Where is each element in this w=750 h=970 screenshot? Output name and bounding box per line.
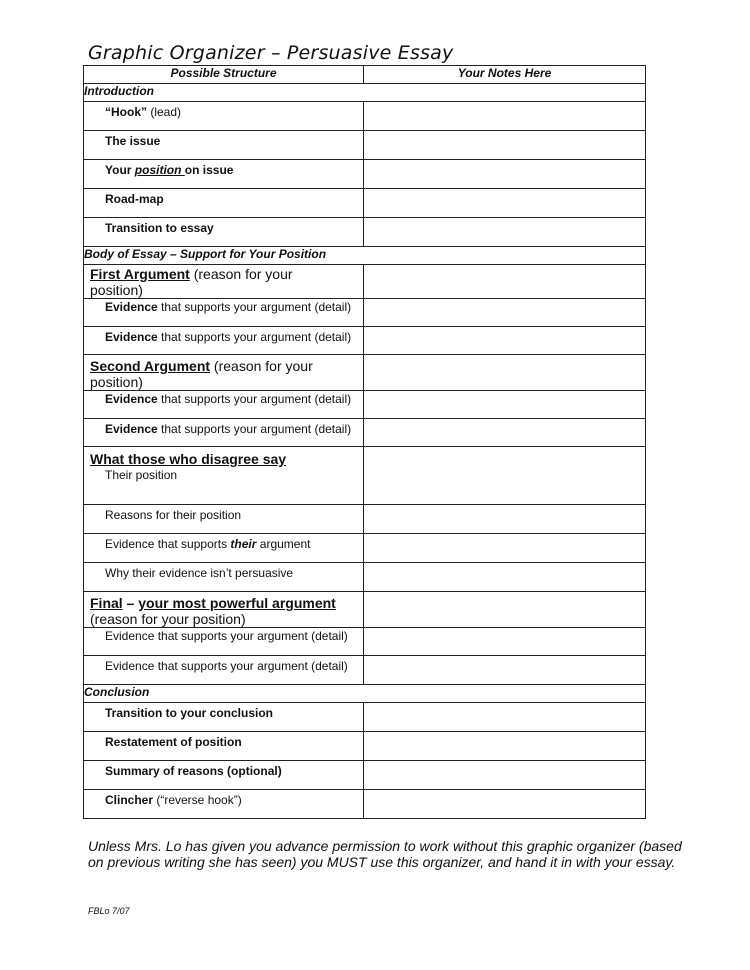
evidence-label xyxy=(84,327,364,355)
their-evidence-b: their xyxy=(230,537,257,551)
table-row xyxy=(84,391,646,419)
second-argument-notes-cell[interactable] xyxy=(364,355,646,391)
reasons-notes-cell[interactable] xyxy=(364,505,646,534)
final-argument-label xyxy=(84,592,364,628)
hook-label xyxy=(84,102,364,131)
final-dash: – xyxy=(122,595,139,611)
evidence-rest: that supports your argument (detail) xyxy=(157,300,352,314)
table-row xyxy=(84,299,646,327)
body-heading: Body of Essay – Support for Your Position xyxy=(84,247,646,265)
table-row xyxy=(84,628,646,656)
final-evidence-label: Evidence that supports your argument (detail) xyxy=(84,628,364,656)
evidence-label xyxy=(84,391,364,419)
issue-notes-cell[interactable] xyxy=(364,131,646,160)
table-row xyxy=(84,790,646,819)
table-row xyxy=(84,218,646,247)
position-label-u: position xyxy=(134,163,185,177)
table-row xyxy=(84,732,646,761)
conclusion-transition-notes-cell[interactable] xyxy=(364,703,646,732)
first-argument-label xyxy=(84,265,364,299)
roadmap-label: Road-map xyxy=(84,189,364,218)
second-argument-label xyxy=(84,355,364,391)
table-row xyxy=(84,102,646,131)
hook-label-bold: “Hook” xyxy=(105,105,147,119)
evidence-bold: Evidence xyxy=(105,422,158,436)
why-label: Why their evidence isn’t persuasive xyxy=(84,563,364,592)
evidence-bold: Evidence xyxy=(105,300,158,314)
evidence-label xyxy=(84,419,364,447)
final-lead: Final xyxy=(90,595,123,611)
first-argument-notes-cell[interactable] xyxy=(364,265,646,299)
table-row xyxy=(84,189,646,218)
evidence-notes-cell[interactable] xyxy=(364,419,646,447)
clincher-label xyxy=(84,790,364,819)
final-reason: (reason for your position) xyxy=(90,611,246,627)
first-argument-bold: First Argument xyxy=(90,266,190,282)
table-row xyxy=(84,419,646,447)
table-row xyxy=(84,703,646,732)
final-notes-cell[interactable] xyxy=(364,592,646,628)
clincher-notes-cell[interactable] xyxy=(364,790,646,819)
hook-notes-cell[interactable] xyxy=(364,102,646,131)
table-row xyxy=(84,505,646,534)
first-argument-position: position) xyxy=(90,282,143,298)
final-evidence-notes-cell[interactable] xyxy=(364,656,646,685)
evidence-rest: that supports your argument (detail) xyxy=(157,422,352,436)
table-row xyxy=(84,592,646,628)
their-evidence-c: argument xyxy=(256,537,311,551)
section-introduction xyxy=(84,84,646,102)
summary-notes-cell[interactable] xyxy=(364,761,646,790)
restatement-notes-cell[interactable] xyxy=(364,732,646,761)
table-row xyxy=(84,563,646,592)
final-lead-2: your most powerful argument xyxy=(138,595,336,611)
roadmap-notes-cell[interactable] xyxy=(364,189,646,218)
disagree-heading: What those who disagree say xyxy=(90,451,287,467)
position-label-b: on issue xyxy=(184,163,234,177)
evidence-notes-cell[interactable] xyxy=(364,299,646,327)
evidence-rest: that supports your argument (detail) xyxy=(157,330,352,344)
table-row xyxy=(84,534,646,563)
evidence-label xyxy=(84,299,364,327)
page-title: Graphic Organizer – Persuasive Essay xyxy=(88,42,454,64)
their-evidence-a: Evidence that supports xyxy=(105,537,231,551)
disagree-notes-cell[interactable] xyxy=(364,447,646,505)
transition-essay-notes-cell[interactable] xyxy=(364,218,646,247)
final-evidence-notes-cell[interactable] xyxy=(364,628,646,656)
table-row xyxy=(84,656,646,685)
summary-label: Summary of reasons (optional) xyxy=(84,761,364,790)
second-argument-bold: Second Argument xyxy=(90,358,211,374)
evidence-notes-cell[interactable] xyxy=(364,327,646,355)
notes-column-header: Your Notes Here xyxy=(364,66,646,84)
table-row xyxy=(84,160,646,189)
position-notes-cell[interactable] xyxy=(364,160,646,189)
table-header-row xyxy=(84,66,646,84)
second-argument-position: position) xyxy=(90,374,143,390)
evidence-bold: Evidence xyxy=(105,330,158,344)
transition-essay-label: Transition to essay xyxy=(84,218,364,247)
their-evidence-label xyxy=(84,534,364,563)
document-code: FBLo 7/07 xyxy=(88,906,130,916)
instructions-note: Unless Mrs. Lo has given you advance permission to work without this graphic organizer (based on previous writing she has seen) you MUST use this organizer, and hand it in with your essay. xyxy=(88,838,682,870)
second-argument-rest: (reason for your xyxy=(210,358,313,374)
section-body xyxy=(84,247,646,265)
introduction-heading: Introduction xyxy=(84,84,646,102)
their-position-label: Their position xyxy=(105,468,178,482)
table-row xyxy=(84,447,646,505)
evidence-rest: that supports your argument (detail) xyxy=(157,392,352,406)
table-row xyxy=(84,131,646,160)
evidence-bold: Evidence xyxy=(105,392,158,406)
why-notes-cell[interactable] xyxy=(364,563,646,592)
disagree-label xyxy=(84,447,364,505)
reasons-label: Reasons for their position xyxy=(84,505,364,534)
final-evidence-label: Evidence that supports your argument (detail) xyxy=(84,656,364,685)
position-label-a: Your xyxy=(105,163,135,177)
clincher-rest: (“reverse hook”) xyxy=(153,793,242,807)
structure-column-header: Possible Structure xyxy=(84,66,364,84)
table-row xyxy=(84,265,646,299)
restatement-label: Restatement of position xyxy=(84,732,364,761)
table-row xyxy=(84,761,646,790)
table-row xyxy=(84,355,646,391)
issue-label: The issue xyxy=(84,131,364,160)
section-conclusion xyxy=(84,685,646,703)
hook-label-rest: (lead) xyxy=(147,105,182,119)
conclusion-transition-label: Transition to your conclusion xyxy=(84,703,364,732)
conclusion-heading: Conclusion xyxy=(84,685,646,703)
their-evidence-notes-cell[interactable] xyxy=(364,534,646,563)
position-label xyxy=(84,160,364,189)
clincher-bold: Clincher xyxy=(105,793,154,807)
organizer-table xyxy=(83,65,646,819)
first-argument-rest: (reason for your xyxy=(189,266,293,282)
evidence-notes-cell[interactable] xyxy=(364,391,646,419)
table-row xyxy=(84,327,646,355)
